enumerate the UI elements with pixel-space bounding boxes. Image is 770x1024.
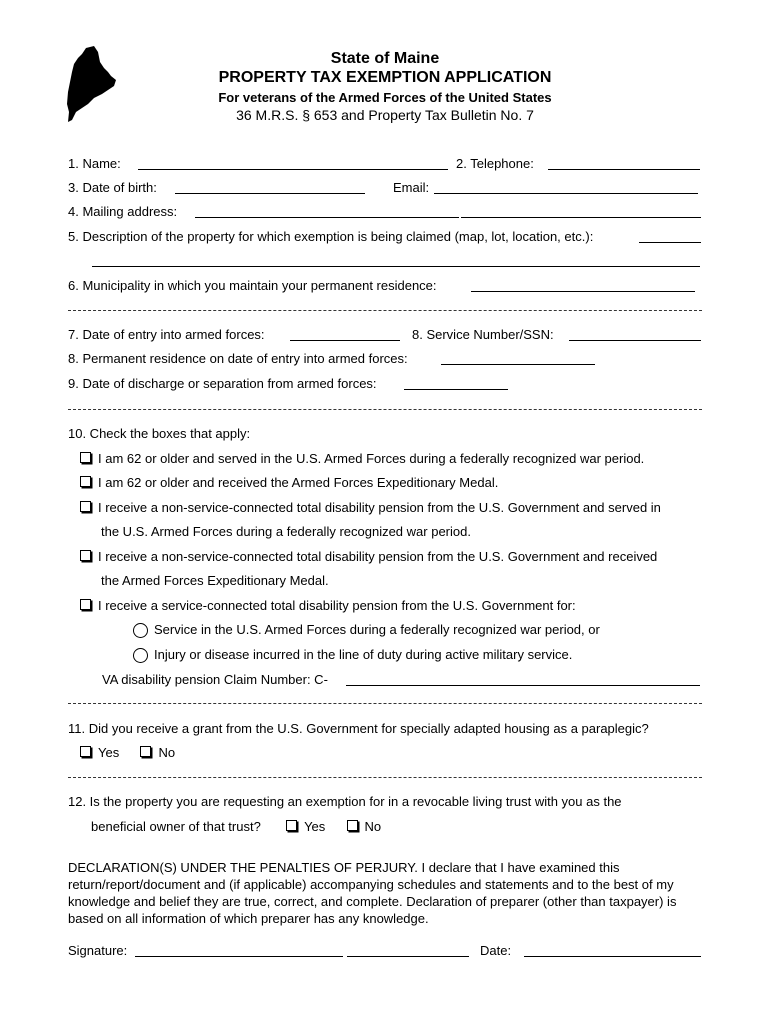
municipality-label: 6. Municipality in which you maintain your permanent residence:	[68, 278, 437, 293]
municipality-field[interactable]	[471, 279, 695, 292]
q10-option-5-text: I receive a service-connected total disability pension from the U.S. Government for:	[98, 598, 576, 613]
row-municipality	[68, 278, 702, 294]
q10-option-1	[80, 451, 714, 467]
q10-radio-2-row	[133, 647, 767, 663]
q12-question-cont	[91, 819, 725, 835]
section-divider	[68, 310, 702, 311]
name-field[interactable]	[138, 157, 448, 170]
q12-question: 12. Is the property you are requesting an exemption for in a revocable living trust with you as the	[68, 794, 622, 809]
q10-option-5	[80, 598, 714, 614]
discharge-label: 9. Date of discharge or separation from armed forces:	[68, 376, 377, 391]
claim-number-label: VA disability pension Claim Number: C-	[102, 672, 328, 687]
service-number-label: 8. Service Number/SSN:	[412, 327, 554, 342]
q12-yes-label: Yes	[304, 819, 326, 834]
q10-radio-war-period[interactable]	[133, 623, 148, 638]
q11-options	[80, 745, 714, 761]
q10-checkbox-3[interactable]	[80, 501, 91, 512]
q11-yes-checkbox[interactable]	[80, 746, 91, 757]
row-residence	[68, 351, 702, 367]
telephone-field[interactable]	[548, 157, 700, 170]
name-label: 1. Name:	[68, 156, 121, 171]
mailing-field-2[interactable]	[461, 205, 701, 218]
q10-checkbox-4[interactable]	[80, 550, 91, 561]
declaration-text: DECLARATION(S) UNDER THE PENALTIES OF PERJURY. I declare that I have examined this return/report/document and (if applicable) accompanying schedules and statements and to the best of my knowledge and belief they are true, correct, and complete. Declaration of preparer (other than taxpayer) is based on all information of which preparer has any knowledge.	[68, 860, 677, 926]
q10-heading: 10. Check the boxes that apply:	[68, 426, 251, 441]
q10-option-2-text: I am 62 or older and received the Armed Forces Expeditionary Medal.	[98, 475, 499, 490]
date-field[interactable]	[524, 944, 701, 957]
row-claim-number	[102, 672, 702, 688]
q10-option-2	[80, 475, 714, 491]
residence-field[interactable]	[441, 352, 595, 365]
mailing-field-1[interactable]	[195, 205, 459, 218]
q12-no-label: No	[364, 819, 382, 834]
q10-radio-2-text: Injury or disease incurred in the line of duty during active military service.	[154, 647, 573, 662]
email-label: Email:	[393, 180, 430, 195]
q10-option-3-cont: the U.S. Armed Forces during a federally recognized war period.	[101, 524, 471, 539]
maine-map-logo	[64, 46, 118, 124]
q10-radio-injury[interactable]	[133, 648, 148, 663]
q12-yes-checkbox[interactable]	[286, 820, 297, 831]
state-heading: State of Maine	[330, 50, 440, 67]
q10-radio-1-text: Service in the U.S. Armed Forces during a federally recognized war period, or	[154, 622, 600, 637]
entry-date-field[interactable]	[290, 328, 400, 341]
row-mailing	[68, 204, 702, 220]
q10-radio-1-row	[133, 622, 767, 638]
telephone-label: 2. Telephone:	[456, 156, 534, 171]
form-subtitle: For veterans of the Armed Forces of the United States	[218, 90, 552, 105]
q11-question: 11. Did you receive a grant from the U.S. Government for specially adapted housing as a paraplegic?	[68, 721, 649, 736]
form-title: PROPERTY TAX EXEMPTION APPLICATION	[218, 69, 552, 86]
q10-checkbox-1[interactable]	[80, 452, 91, 463]
q10-option-4	[80, 549, 714, 565]
property-label: 5. Description of the property for which exemption is being claimed (map, lot, location, etc.):	[68, 229, 594, 244]
property-field-2[interactable]	[92, 254, 700, 267]
row-name	[68, 156, 702, 172]
row-signature	[68, 943, 702, 959]
discharge-field[interactable]	[404, 377, 508, 390]
row-discharge	[68, 376, 702, 392]
q10-option-3-text: I receive a non-service-connected total disability pension from the U.S. Government and served in	[98, 500, 661, 515]
section-divider	[68, 703, 702, 704]
mailing-label: 4. Mailing address:	[68, 204, 178, 219]
q10-checkbox-5[interactable]	[80, 599, 91, 610]
q12-no-checkbox[interactable]	[347, 820, 358, 831]
q10-option-3	[80, 500, 714, 516]
row-property	[68, 229, 702, 245]
q11-no-label: No	[158, 745, 176, 760]
q12-question-cont-text: beneficial owner of that trust?	[91, 819, 261, 834]
property-field-1[interactable]	[639, 230, 701, 243]
residence-label: 8. Permanent residence on date of entry into armed forces:	[68, 351, 408, 366]
q10-option-4-cont: the Armed Forces Expeditionary Medal.	[101, 573, 329, 588]
service-number-field[interactable]	[569, 328, 701, 341]
row-entry-service	[68, 327, 702, 343]
date-label: Date:	[480, 943, 512, 958]
q10-option-4-text: I receive a non-service-connected total disability pension from the U.S. Government and received	[98, 549, 658, 564]
signature-field-2[interactable]	[347, 944, 469, 957]
section-divider	[68, 409, 702, 410]
q11-no-checkbox[interactable]	[140, 746, 151, 757]
row-dob-email	[68, 180, 702, 196]
dob-field[interactable]	[175, 181, 365, 194]
entry-date-label: 7. Date of entry into armed forces:	[68, 327, 265, 342]
signature-label: Signature:	[68, 943, 128, 958]
q11-yes-label: Yes	[98, 745, 120, 760]
claim-number-field[interactable]	[346, 673, 700, 686]
email-field[interactable]	[434, 181, 698, 194]
q10-checkbox-2[interactable]	[80, 476, 91, 487]
section-divider	[68, 777, 702, 778]
dob-label: 3. Date of birth:	[68, 180, 157, 195]
signature-field[interactable]	[135, 944, 343, 957]
statute-reference: 36 M.R.S. § 653 and Property Tax Bulletin No. 7	[236, 107, 534, 123]
q10-option-1-text: I am 62 or older and served in the U.S. Armed Forces during a federally recognized war period.	[98, 451, 645, 466]
